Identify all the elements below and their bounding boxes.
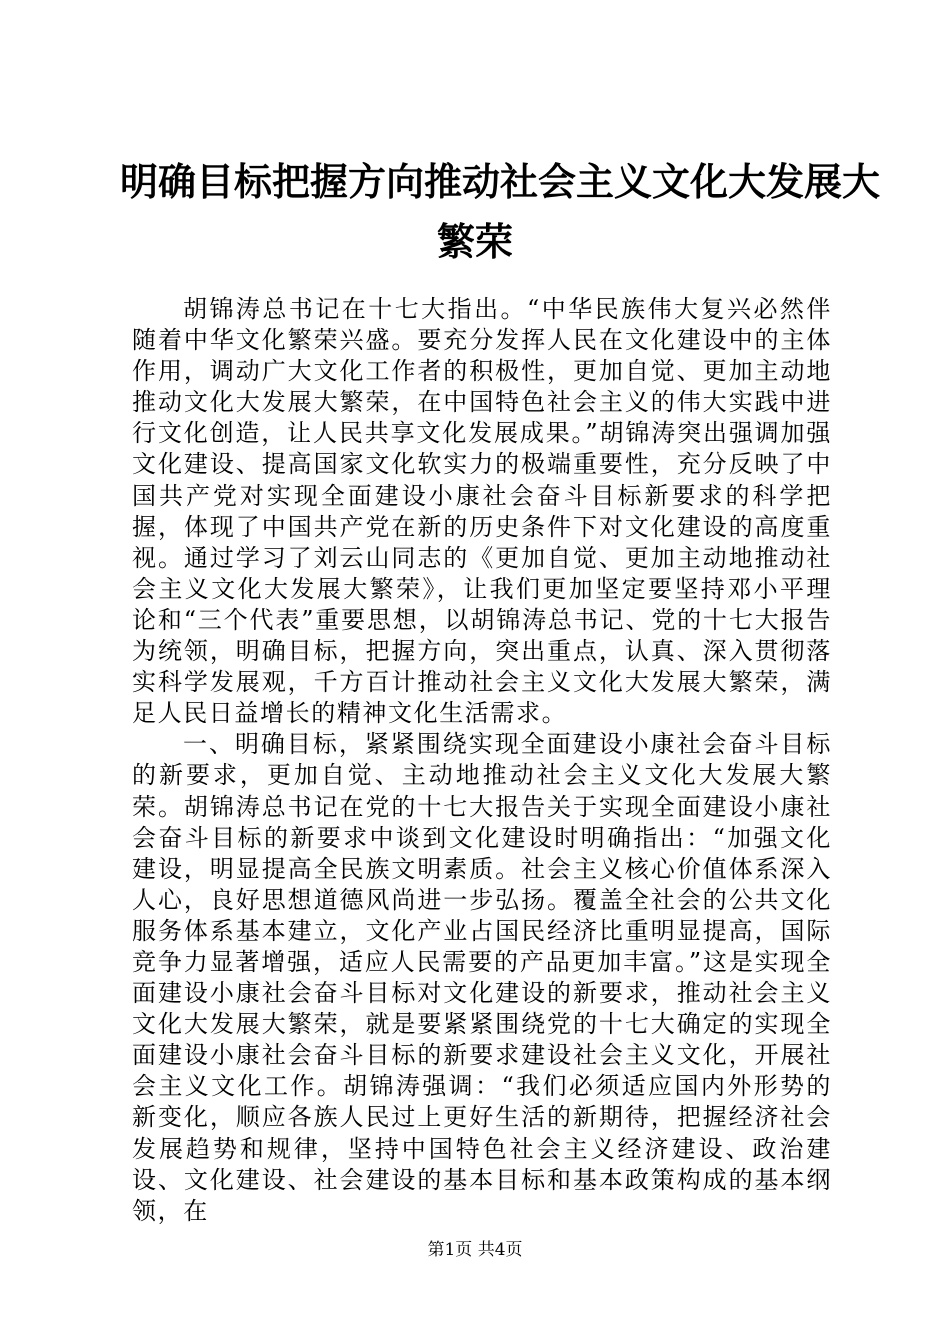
paragraph-section-one: 一、明确目标，紧紧围绕实现全面建设小康社会奋斗目标的新要求，更加自觉、主动地推动社会主义文化大发展大繁荣。胡锦涛总书记在党的十七大报告关于实现全面建设小康社会奋斗目标的新要求中谈到文化建设时明确指出：“加强文化建设，明显提高全民族文明素质。社会主义核心价值体系深入人心，良好思想道德风尚进一步弘扬。覆盖全社会的公共文化服务体系基本建立，文化产业占国民经济比重明显提高，国际竞争力显著增强，适应人民需要的产品更加丰富。”这是实现全面建设小康社会奋斗目标对文化建设的新要求，推动社会主义文化大发展大繁荣，就是要紧紧围绕党的十七大确定的实现全面建设小康社会奋斗目标的新要求建设社会主义文化，开展社会主义文化工作。胡锦涛强调：“我们必须适应国内外形势的新变化，顺应各族人民过上更好生活的新期待，把握经济社会发展趋势和规律，坚持中国特色社会主义经济建设、政治建设、文化建设、社会建设的基本目标和基本政策构成的基本纲领，在 [132, 730, 832, 1225]
page-footer: 第1页 共4页 [427, 1240, 523, 1260]
document-title-line-1: 明确目标把握方向推动社会主义文化大发展大 [120, 160, 881, 204]
document-title-line-2: 繁荣 [436, 220, 513, 264]
paragraph-intro: 胡锦涛总书记在十七大指出。“中华民族伟大复兴必然伴随着中华文化繁荣兴盛。要充分发挥人民在文化建设中的主体作用，调动广大文化工作者的积极性，更加自觉、更加主动地推动文化大发展大繁荣，在中国特色社会主义的伟大实践中进行文化创造，让人民共享文化发展成果。”胡锦涛突出强调加强文化建设、提高国家文化软实力的极端重要性，充分反映了中国共产党对实现全面建设小康社会奋斗目标新要求的科学把握，体现了中国共产党在新的历史条件下对文化建设的高度重视。通过学习了刘云山同志的《更加自觉、更加主动地推动社会主义文化大发展大繁荣》，让我们更加坚定要坚持邓小平理论和“三个代表”重要思想，以胡锦涛总书记、党的十七大报告为统领，明确目标，把握方向，突出重点，认真、深入贯彻落实科学发展观，千方百计推动社会主义文化大发展大繁荣，满足人民日益增长的精神文化生活需求。 [132, 295, 832, 728]
document-body [132, 294, 832, 1227]
